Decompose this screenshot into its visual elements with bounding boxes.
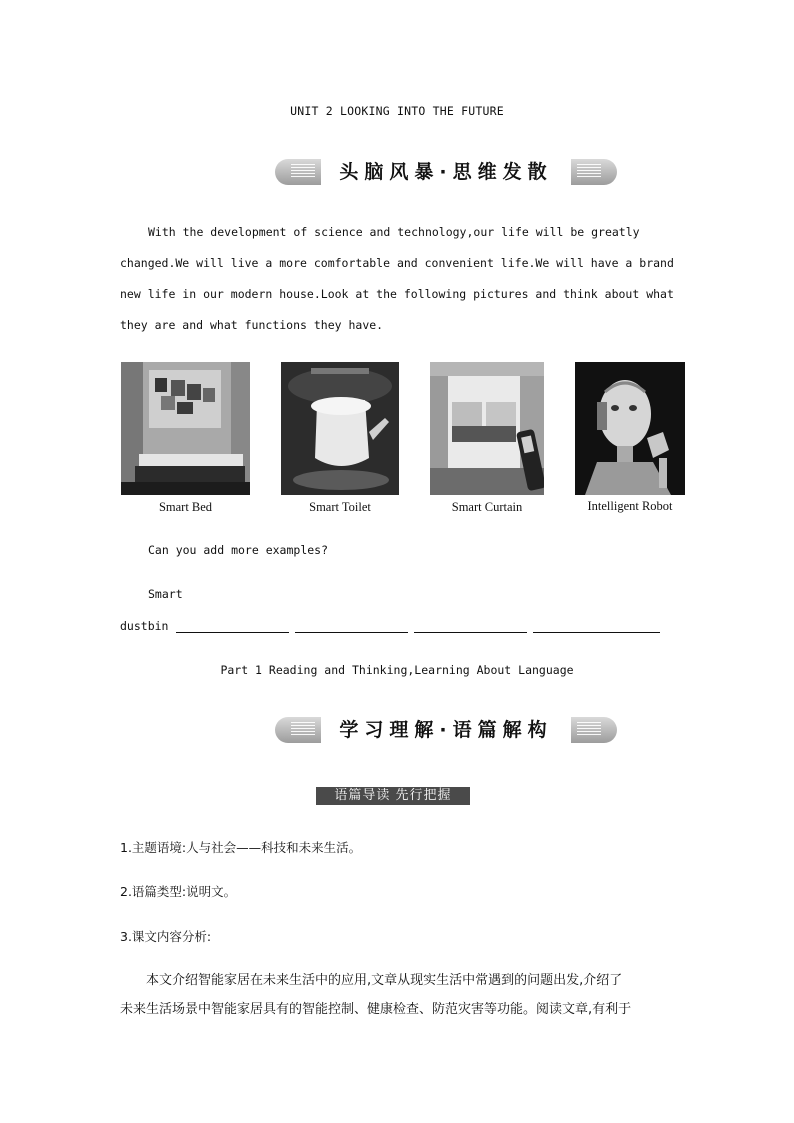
banner-stripes-left [291, 722, 315, 738]
intelligent-robot-photo [575, 362, 685, 495]
sub-section-bar: 语篇导读 先行把握 [316, 787, 470, 805]
answer-dustbin: dustbin [120, 619, 169, 633]
banner-title: 头脑风暴·思维发散 [321, 159, 571, 185]
part-title: Part 1 Reading and Thinking,Learning About Language [220, 663, 574, 677]
picture-caption: Intelligent Robot [587, 499, 673, 513]
picture-caption: Smart Bed [158, 500, 213, 514]
intro-line-1: With the development of science and technology,our life will be greatly [148, 225, 640, 239]
smart-curtain-photo [430, 362, 544, 495]
picture-caption: Smart Toilet [309, 500, 371, 514]
analysis-paragraph [120, 966, 680, 1024]
blank-line-2[interactable] [295, 632, 408, 633]
answer-smart: Smart [148, 587, 183, 601]
banner-stripes-left [291, 164, 315, 180]
picture-caption: Smart Curtain [451, 500, 523, 514]
list-item: 3.课文内容分析: [120, 929, 212, 944]
section-banner-brainstorm [275, 159, 617, 185]
list-item: 1.主题语境:人与社会——科技和未来生活。 [120, 840, 362, 855]
section-banner-reading [275, 717, 617, 743]
intro-line-4: they are and what functions they have. [120, 318, 384, 332]
intro-line-2: changed.We will live a more comfortable and convenient life.We will have a brand [120, 256, 674, 270]
unit-title: UNIT 2 LOOKING INTO THE FUTURE [290, 104, 504, 118]
intro-line-3: new life in our modern house.Look at the following pictures and think about what [120, 287, 674, 301]
banner-stripes-right [577, 164, 601, 180]
analysis-line-2: 未来生活场景中智能家居具有的智能控制、健康检查、防范灾害等功能。阅读文章,有利于 [120, 1002, 632, 1017]
intro-paragraph [120, 217, 680, 341]
question-text: Can you add more examples? [148, 543, 329, 557]
list-item: 2.语篇类型:说明文。 [120, 884, 237, 899]
smart-bed-photo [121, 362, 250, 495]
blank-line-1[interactable] [176, 632, 289, 633]
blank-line-4[interactable] [533, 632, 660, 633]
blank-line-3[interactable] [414, 632, 527, 633]
smart-toilet-photo [281, 362, 399, 495]
analysis-line-1: 本文介绍智能家居在未来生活中的应用,文章从现实生活中常遇到的问题出发,介绍了 [146, 973, 623, 988]
banner-title: 学习理解·语篇解构 [321, 717, 571, 743]
banner-stripes-right [577, 722, 601, 738]
